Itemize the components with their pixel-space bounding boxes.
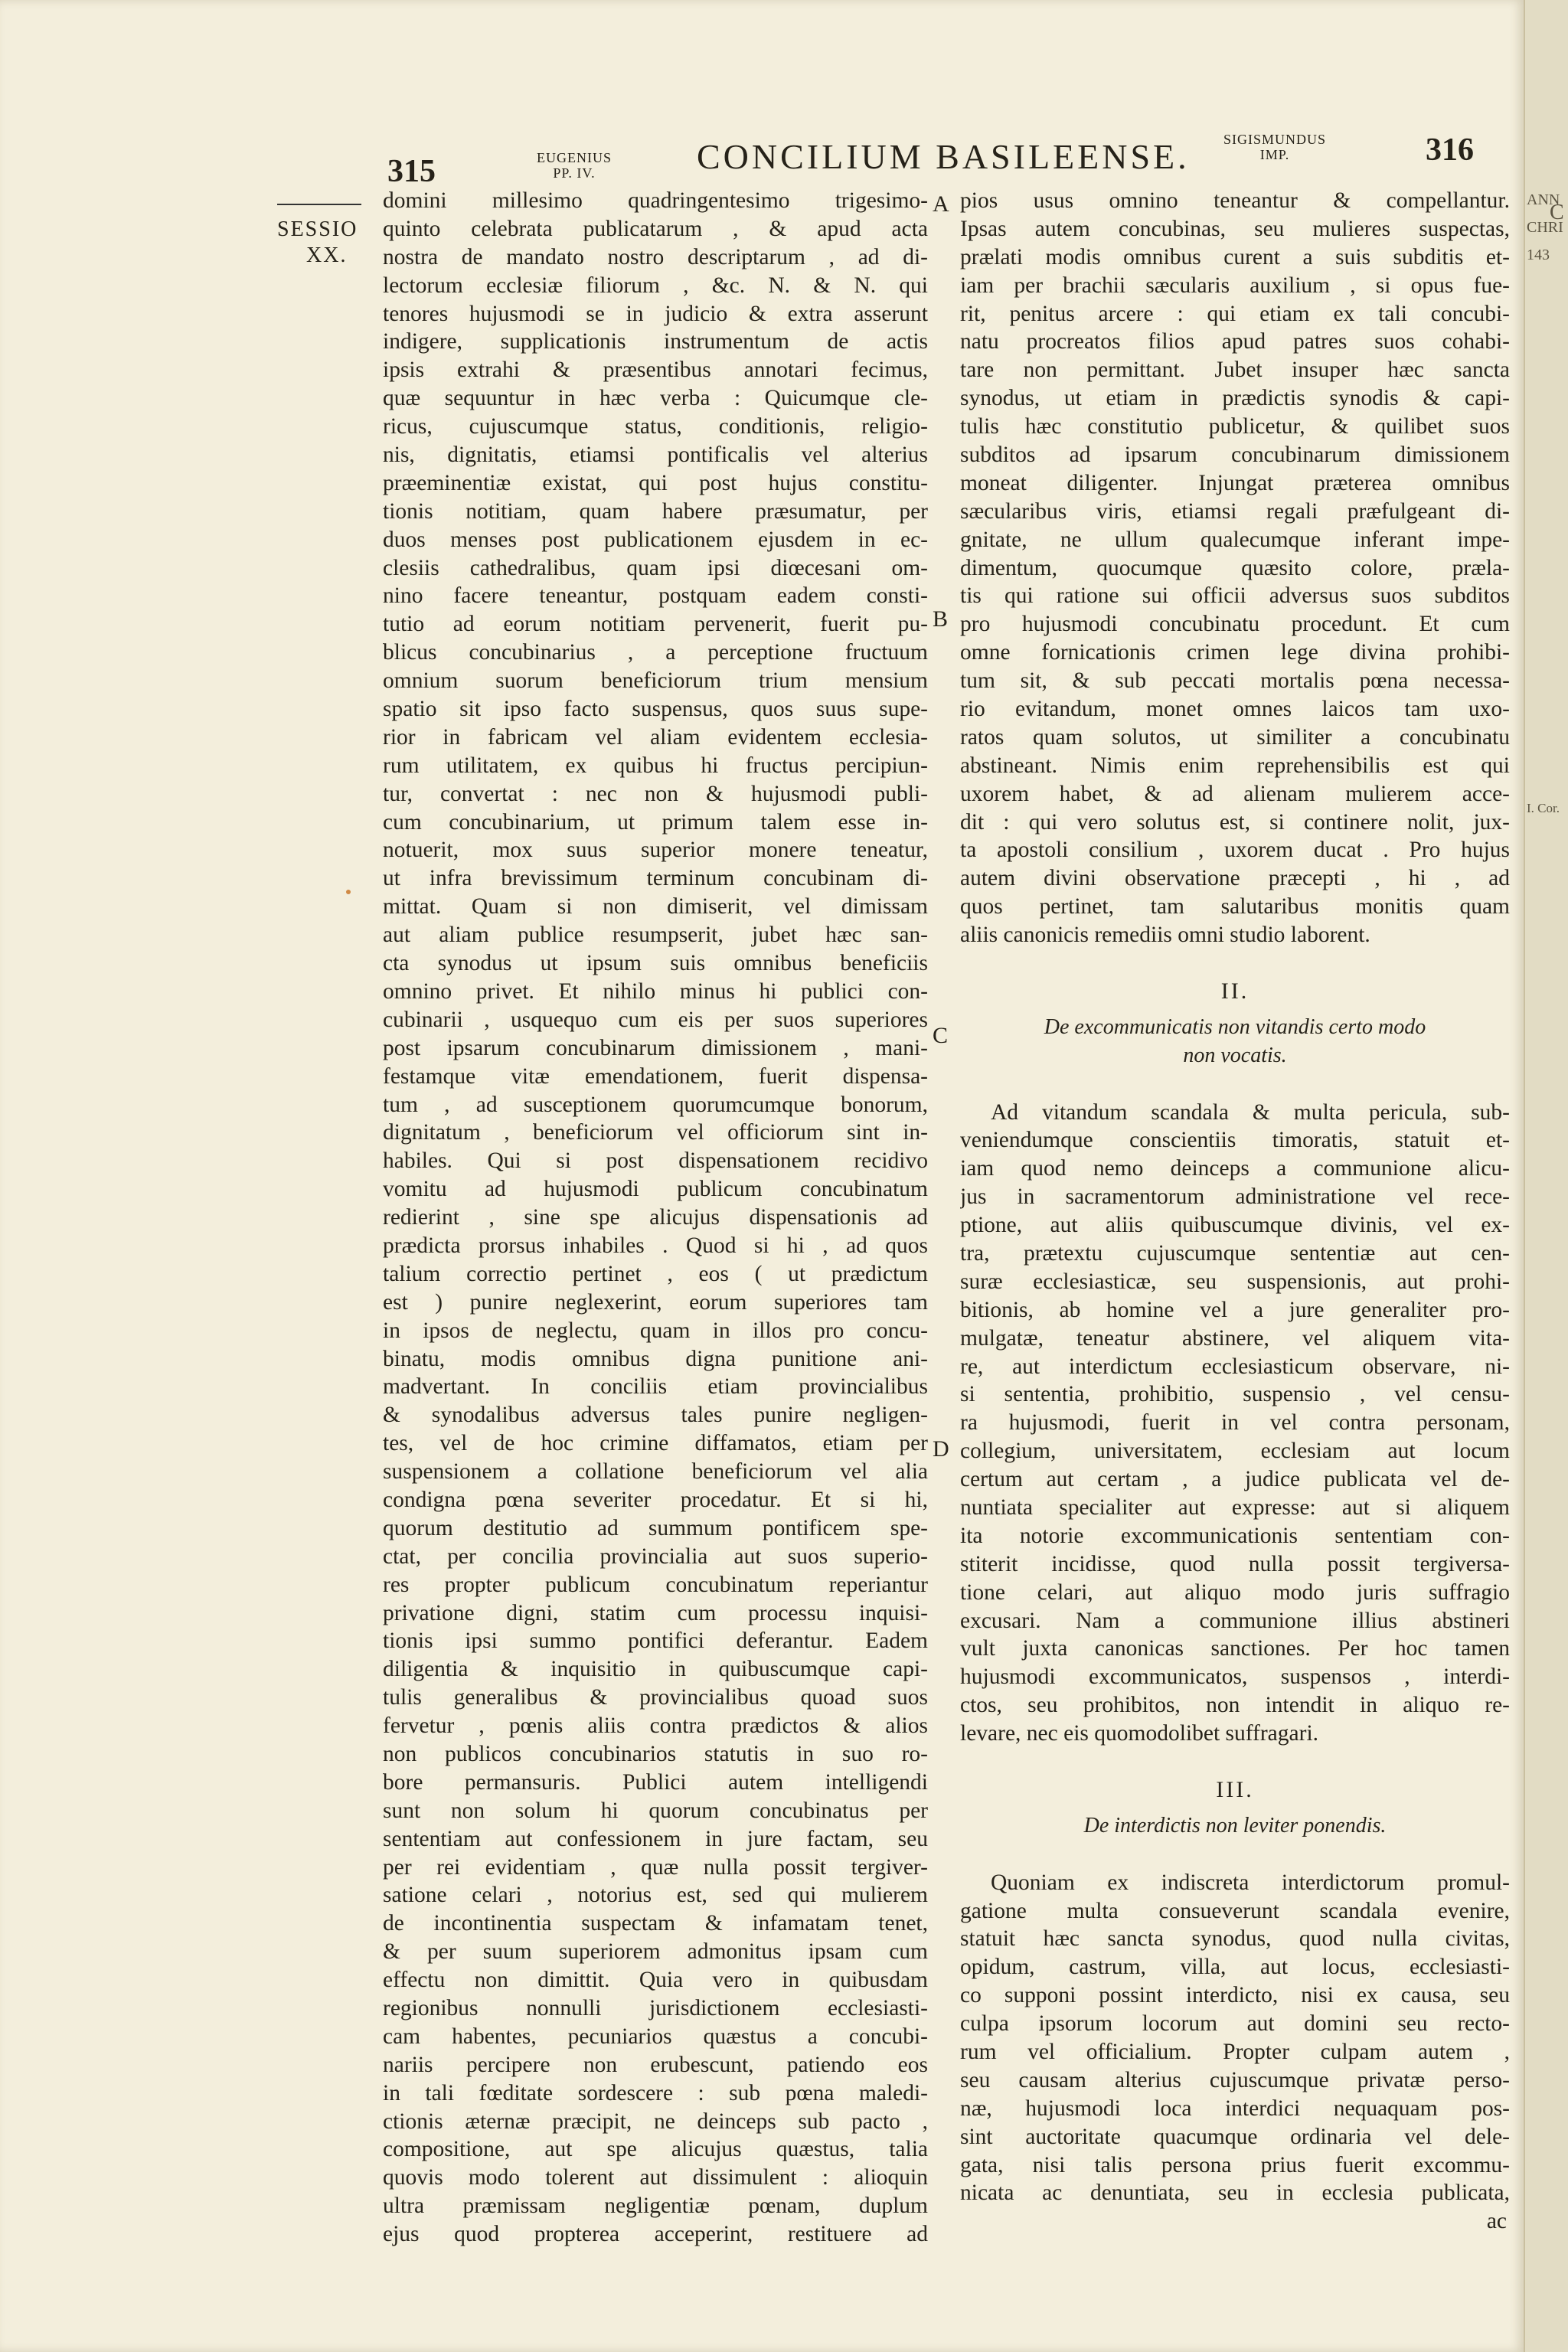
section-2-number: II. xyxy=(1220,978,1250,1004)
text-line: mulgatæ, teneatur abstinere, vel aliquem vita- xyxy=(960,1325,1510,1351)
text-line: tionis notitiam, quam habere præsumatur, per xyxy=(383,498,928,524)
text-line: rum utilitatem, ex quibus hi fructus percipiun- xyxy=(383,753,928,778)
edge-anno: ANN xyxy=(1527,191,1560,208)
spacer xyxy=(960,949,1510,978)
text-line: domini millesimo quadringentesimo trigesimo- xyxy=(383,188,928,213)
text-line: dignitatum , beneficiorum vel officiorum sint in- xyxy=(383,1120,928,1145)
text-line: regionibus nonnulli jurisdictionem ecclesiasti- xyxy=(383,1996,928,2020)
text-line: notuerit, mox suus superior monere teneatur, xyxy=(383,838,928,863)
text-line: omnino privet. Et nihilo minus hi publici con- xyxy=(383,978,928,1004)
text-line: madvertant. In conciliis etiam provincialibus xyxy=(383,1374,928,1400)
pope-name: EUGENIUS xyxy=(537,150,612,165)
margin-rule xyxy=(277,204,361,205)
text-line: quæ sequuntur in hæc verba : Quicumque cle- xyxy=(383,386,928,411)
text-line: næ, hujusmodi loca interdici nequaquam pos- xyxy=(960,2096,1510,2121)
text-line: ratos quam solutos, ut similiter a concubinatu xyxy=(960,724,1510,750)
text-line: rum vel officialium. Propter culpam autem , xyxy=(960,2039,1510,2064)
text-line: autem divini observatione præcepti , hi , ad xyxy=(960,866,1510,891)
spacer xyxy=(960,1805,1510,1812)
text-line: in ipsos de neglectu, quam in illos pro concu- xyxy=(383,1318,928,1343)
text-line: collegium, universitatem, ecclesiam aut locum xyxy=(960,1439,1510,1464)
text-line: tum , ad susceptionem quorumcumque bonorum, xyxy=(383,1092,928,1117)
text-line: lectorum ecclesiæ filiorum , &c. N. & N. qui xyxy=(383,273,928,298)
text-line: seu causam alterius cujuscumque privatæ perso- xyxy=(960,2067,1510,2092)
text-line: iam quod nemo deinceps a communione alicu- xyxy=(960,1156,1510,1181)
section-letter-b: B xyxy=(933,606,949,632)
text-line: talium correctio pertinet , eos ( ut prædictum xyxy=(383,1261,928,1286)
section-2-title-line-2: non vocatis. xyxy=(1183,1043,1287,1067)
pope-running-head xyxy=(521,150,628,181)
text-line: stiterit incidisse, quod nulla possit tergiversa- xyxy=(960,1551,1510,1576)
text-line: bore permansuris. Publici autem intelligendi xyxy=(383,1769,928,1795)
text-line: in tali fœditate sordescere : sub pœna maledi- xyxy=(383,2080,928,2105)
text-line: tenores hujusmodi se in judicio & extra asserunt xyxy=(383,301,928,326)
text-line: nino facere teneantur, postquam eadem consti- xyxy=(383,583,928,609)
text-line: Quoniam ex indiscreta interdictorum promul- xyxy=(991,1870,1510,1895)
text-line: aut aliam publice resumpserit, jubet hæc san- xyxy=(383,923,928,948)
text-line: prædicta prorsus inhabiles . Quod si hi , ad quos xyxy=(383,1233,928,1258)
text-line: ejus quod propterea acceperint, restituere ad xyxy=(383,2222,928,2247)
text-line: redierint , sine spe alicujus dispensationis ad xyxy=(383,1205,928,1230)
text-line: moneat diligenter. Injungat præterea omnibus xyxy=(960,470,1510,495)
text-line: hujusmodi excommunicatos, suspensos , interdi- xyxy=(960,1664,1510,1690)
text-line: suspensionem a collatione beneficiorum vel alia xyxy=(383,1459,928,1485)
text-line: ricus, cujuscumque status, conditionis, religio- xyxy=(383,414,928,439)
text-line: tra, prætextu cujuscumque sententiæ aut cen- xyxy=(960,1241,1510,1266)
text-line: & per suum superiorem admonitus ipsam cum xyxy=(383,1939,928,1965)
text-line: tur, convertat : nec non & hujusmodi publi- xyxy=(383,781,928,806)
text-line: spatio sit ipso facto suspensus, quos suus supe- xyxy=(383,697,928,722)
text-line: quovis modo tolerent aut dissimulent : alioquin xyxy=(383,2165,928,2190)
spacer xyxy=(960,1070,1510,1099)
spacer xyxy=(960,1006,1510,1014)
text-line: cum concubinarium, ut primum talem esse in- xyxy=(383,809,928,835)
paper-speck xyxy=(346,890,351,894)
text-line: natu procreatos filios apud patres suos cohabi- xyxy=(960,329,1510,354)
text-line: opidum, castrum, villa, aut locus, ecclesiasti- xyxy=(960,1955,1510,1980)
text-line: quinto celebrata publicatarum , & apud acta xyxy=(383,216,928,241)
text-line: fervetur , pœnis aliis contra prædictos & alios xyxy=(383,1713,928,1739)
text-line: tione celari, aut aliquo modo juris suffragio xyxy=(960,1579,1510,1605)
text-line: culpa ipsorum locorum aut domini seu recto- xyxy=(960,2011,1510,2037)
text-line: tulis generalibus & provincialibus quoad suos xyxy=(383,1685,928,1710)
text-line: clesiis cathedralibus, quam ipsi diœcesani om- xyxy=(383,555,928,580)
text-line: ultra præmissam negligentiæ pœnam, duplum xyxy=(383,2194,928,2219)
text-line: habiles. Qui si post dispensationem recidivo xyxy=(383,1148,928,1174)
text-line: nostra de mandato nostro descriptarum , ad di- xyxy=(383,244,928,270)
spacer xyxy=(960,1748,1510,1776)
text-line: tum sit, & sub peccati mortalis pœna necessa- xyxy=(960,668,1510,694)
sessio-number: XX. xyxy=(306,243,348,267)
section-letter-a: A xyxy=(933,191,949,217)
section-3-title: De interdictis non leviter ponendis. xyxy=(1083,1813,1387,1838)
text-line: prælati modis omnibus curent a suis subditis et- xyxy=(960,244,1510,270)
text-line: pro hujusmodi concubinatu procedunt. Et cum xyxy=(960,612,1510,637)
edge-christi: CHRI xyxy=(1527,219,1563,236)
text-line: festamque vitæ emendationem, fuerit dispensa- xyxy=(383,1063,928,1089)
text-line: nariis percipere non erubescunt, patiendo eos xyxy=(383,2052,928,2077)
text-line: tulis hæc constitutio publicetur, & quilibet suos xyxy=(960,414,1510,439)
section-2-body xyxy=(960,1099,1510,1748)
text-line: res propter publicum concubinatum reperiantur xyxy=(383,1572,928,1597)
right-column xyxy=(960,187,1510,2236)
text-line: si sententia, prohibitio, suspensio , vel censu- xyxy=(960,1382,1510,1407)
text-line: nuntiata specialiter aut expresse: aut si aliquem xyxy=(960,1495,1510,1521)
running-title: CONCILIUM BASILEENSE. xyxy=(697,137,1190,176)
text-line: ctat, per concilia provincialia aut suos superio- xyxy=(383,1544,928,1569)
right-page-number: 316 xyxy=(1426,132,1474,168)
right-intro-paragraph xyxy=(960,187,1510,949)
text-line: & synodalibus adversus tales punire negligen- xyxy=(383,1403,928,1428)
text-line: statuit hæc sancta synodus, quod nulla civitas, xyxy=(960,1926,1510,1952)
text-line: pios usus omnino teneantur & compellantur. xyxy=(960,188,1510,213)
pope-title: PP. IV. xyxy=(553,165,596,181)
text-line: vomitu ad hujusmodi publicum concubinatum xyxy=(383,1177,928,1202)
text-line: privatione digni, statim cum processu inquisi- xyxy=(383,1600,928,1625)
text-line: jus in sacramentorum administratione vel rece- xyxy=(960,1184,1510,1210)
text-line: blicus concubinarius , a perceptione fructuum xyxy=(383,640,928,665)
edge-letter-c: C xyxy=(1550,201,1564,224)
emperor-title: IMP. xyxy=(1259,147,1290,162)
text-line: diligentia & inquisitio in quibuscumque capi- xyxy=(383,1657,928,1682)
text-line: Ipsas autem concubinas, seu mulieres suspectas, xyxy=(960,216,1510,241)
text-line: aliis canonicis remediis omni studio laborent. xyxy=(960,923,1370,948)
text-line: post ipsarum concubinarum dimissionem , mani- xyxy=(383,1035,928,1060)
text-line: compositione, aut spe alicujus quæstus, talia xyxy=(383,2137,928,2162)
text-line: sint auctoritate quacumque ordinaria vel dele- xyxy=(960,2124,1510,2149)
emperor-running-head xyxy=(1210,132,1340,162)
text-line: rio evitandum, monet omnes laicos tam uxo- xyxy=(960,697,1510,722)
text-line: cubinarii , usquequo cum eis per suos superiores xyxy=(383,1007,928,1032)
text-line: dit : qui vero solutus est, si continere nolit, jux- xyxy=(960,809,1510,835)
section-letter-d: D xyxy=(933,1436,949,1462)
text-line: cam habentes, pecuniarios quæstus a concubi- xyxy=(383,2024,928,2049)
section-3-number: III. xyxy=(1216,1776,1254,1802)
text-line: abstineant. Nimis enim reprehensibilis est qui xyxy=(960,753,1510,778)
text-line: bitionis, ab homine vel a jure generaliter pro- xyxy=(960,1297,1510,1322)
text-line: quorum destitutio ad summum pontificem spe- xyxy=(383,1515,928,1540)
text-line: synodus, ut etiam in prædictis synodis & capi- xyxy=(960,386,1510,411)
text-line: omnium suorum beneficiorum trium mensium xyxy=(383,668,928,694)
text-line: quos pertinet, tam salutaribus monitis quam xyxy=(960,894,1510,920)
text-line: sæcularibus viris, etiamsi regali præfulgeant di- xyxy=(960,498,1510,524)
text-line: certum aut certam , a judice publicata vel de- xyxy=(960,1467,1510,1492)
emperor-name: SIGISMUNDUS xyxy=(1223,132,1327,147)
text-line: rior in fabricam vel aliam evidentem ecclesia- xyxy=(383,724,928,750)
section-2-title-line-1: De excommunicatis non vitandis certo modo xyxy=(1044,1014,1426,1039)
text-line: sunt non solum hi quorum concubinatus per xyxy=(383,1798,928,1823)
text-line: dimentum, quocumque quæsito colore, præla- xyxy=(960,555,1510,580)
section-letter-c: C xyxy=(933,1023,949,1048)
text-line: tionis ipsi summo pontifici deferantur. Eadem xyxy=(383,1628,928,1654)
text-line: co supponi possint interdicto, nisi ex causa, seu xyxy=(960,1983,1510,2008)
text-line: effectu non dimittit. Quia vero in quibusdam xyxy=(383,1968,928,1993)
edge-corinthians-ref: I. Cor. xyxy=(1527,801,1560,815)
text-line: nicata ac denuntiata, seu in ecclesia publicata, xyxy=(960,2180,1510,2206)
text-line: re, aut interdictum ecclesiasticum observare, ni- xyxy=(960,1354,1510,1379)
text-line: subditos ad ipsarum concubinarum dimissionem xyxy=(960,443,1510,468)
section-3-body xyxy=(960,1869,1510,2208)
text-line: ctos, seu prohibitos, non intendit in aliquo re- xyxy=(960,1693,1510,1718)
text-line: tutio ad eorum notitiam pervenerit, fuerit pu- xyxy=(383,612,928,637)
text-line: omne fornicationis crimen lege divina prohibi- xyxy=(960,640,1510,665)
text-line: veniendumque conscientiis timoratis, statuit et- xyxy=(960,1128,1510,1153)
text-line: excusari. Nam a communione illius abstineri xyxy=(960,1608,1510,1633)
text-line: vult juxta canonicas sanctiones. Per hoc tamen xyxy=(960,1636,1510,1661)
text-line: ita notorie excommunicationis sententiam con- xyxy=(960,1523,1510,1548)
text-line: satione celari , notorius est, sed qui mulierem xyxy=(383,1883,928,1908)
text-line: rit, penitus arcere : qui etiam ex tali concubi- xyxy=(960,301,1510,326)
text-line: ptione, aut aliis quibuscumque divinis, vel ex- xyxy=(960,1213,1510,1238)
text-line: de incontinentia suspectam & infamatam tenet, xyxy=(383,1911,928,1936)
text-line: nis, dignitatis, etiamsi pontificalis vel alterius xyxy=(383,443,928,468)
catchword: ac xyxy=(1486,2209,1507,2234)
text-line: est ) punire neglexerint, eorum superiores tam xyxy=(383,1289,928,1315)
text-line: non publicos concubinarios statutis in suo ro- xyxy=(383,1741,928,1766)
text-line: levare, nec eis quomodolibet suffragari. xyxy=(960,1721,1319,1746)
text-line: sententiam aut confessionem in jure factam, seu xyxy=(383,1826,928,1851)
text-line: indigere, supplicationis instrumentum de actis xyxy=(383,329,928,354)
text-line: tare non permittant. Jubet insuper hæc sancta xyxy=(960,358,1510,383)
text-line: ipsis extrahi & præsentibus annotari fecimus, xyxy=(383,358,928,383)
text-line: gnitate, ne ullum qualecumque inferant impe- xyxy=(960,527,1510,552)
sessio-marginal xyxy=(277,217,358,269)
text-line: ctionis æternæ præcipit, ne deinceps sub pacto , xyxy=(383,2109,928,2134)
text-line: condigna pœna severiter procedatur. Et si hi, xyxy=(383,1487,928,1512)
text-line: gatione multa consueverunt scandala evenire, xyxy=(960,1898,1510,1923)
text-line: Ad vitandum scandala & multa pericula, sub- xyxy=(991,1099,1510,1125)
text-line: ut infra brevissimum terminum concubinam di- xyxy=(383,866,928,891)
text-line: cta synodus ut ipsum suis omnibus beneficiis xyxy=(383,951,928,976)
text-line: duos menses post publicationem ejusdem in ec- xyxy=(383,527,928,552)
edge-year: 143 xyxy=(1527,247,1550,263)
spacer xyxy=(960,1841,1510,1869)
facing-page-edge xyxy=(1524,0,1568,2352)
left-column xyxy=(383,187,928,2249)
text-line: per rei evidentiam , quæ nulla possit tergiver- xyxy=(383,1854,928,1880)
text-line: gata, nisi talis persona prius fuerit excommu- xyxy=(960,2152,1510,2177)
text-line: ta apostoli consilium , uxorem ducat . Pro hujus xyxy=(960,838,1510,863)
text-line: tes, vel de hoc crimine diffamatos, etiam per xyxy=(383,1431,928,1456)
sessio-label: SESSIO xyxy=(277,217,358,241)
text-line: uxorem habet, & ad alienam mulierem acce- xyxy=(960,781,1510,806)
text-line: ra hujusmodi, fuerit in vel contra personam, xyxy=(960,1410,1510,1436)
left-page-number: 315 xyxy=(387,154,436,189)
text-line: binatu, modis omnibus digna punitione ani- xyxy=(383,1346,928,1371)
text-line: iam per brachii sæcularis auxilium , si opus fue- xyxy=(960,273,1510,298)
text-line: tis qui ratione sui officii adversus suos subditos xyxy=(960,583,1510,609)
text-line: mittat. Quam si non dimiserit, vel dimissam xyxy=(383,894,928,920)
text-line: suræ ecclesiasticæ, seu suspensionis, aut prohi- xyxy=(960,1269,1510,1294)
text-line: præeminentiæ existat, qui post hujus constitu- xyxy=(383,470,928,495)
